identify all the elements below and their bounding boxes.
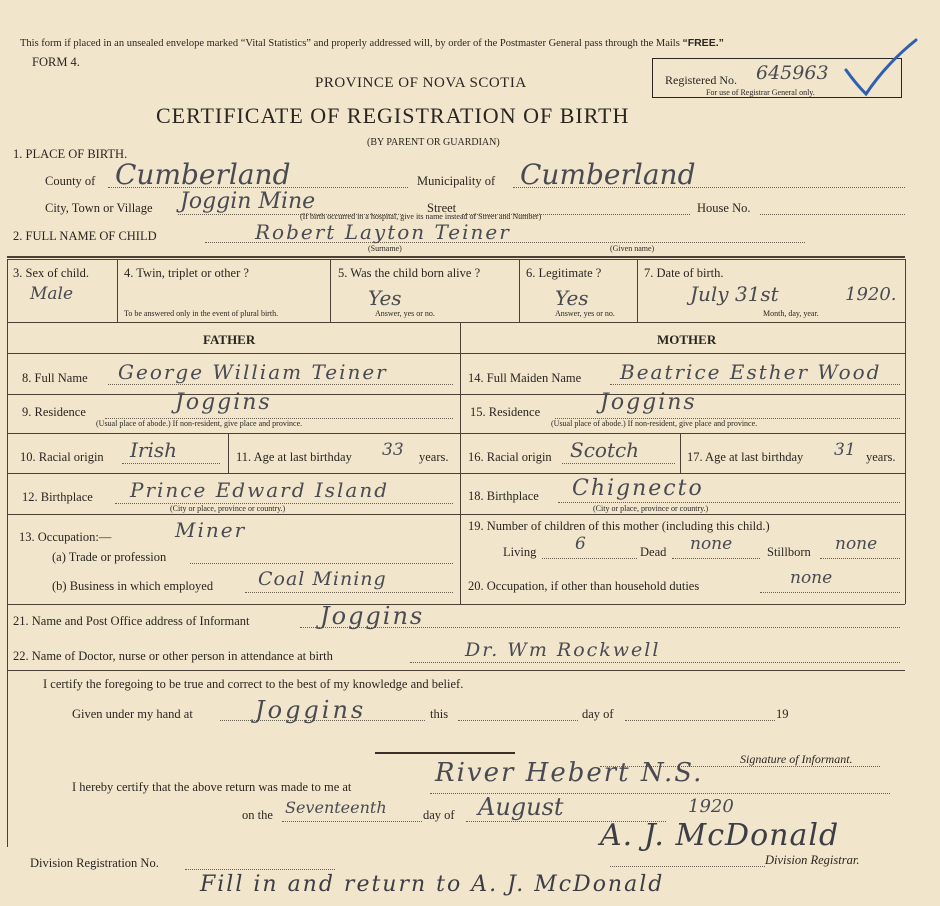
mother-occupation-value: none bbox=[790, 568, 833, 588]
birth-date-note: Month, day, year. bbox=[763, 309, 819, 318]
mother-years-label: years. bbox=[866, 450, 896, 464]
given-dayof-label: day of bbox=[582, 707, 614, 721]
form-number: FORM 4. bbox=[32, 55, 80, 69]
doctor-label: 22. Name of Doctor, nurse or other person in attendance at birth bbox=[13, 649, 333, 663]
dead-value: none bbox=[690, 534, 733, 554]
doctor-value: Dr. Wm Rockwell bbox=[465, 639, 661, 661]
certificate-subtitle: (BY PARENT OR GUARDIAN) bbox=[367, 137, 500, 148]
mother-birthplace-note: (City or place, province or country.) bbox=[593, 504, 709, 513]
father-birthplace-label: 12. Birthplace bbox=[22, 490, 93, 504]
father-birthplace-value: Prince Edward Island bbox=[130, 478, 390, 502]
legit-label: 6. Legitimate ? bbox=[526, 266, 602, 280]
mother-birthplace-label: 18. Birthplace bbox=[468, 489, 539, 503]
legit-note: Answer, yes or no. bbox=[555, 309, 615, 318]
municipality-label: Municipality of bbox=[417, 174, 496, 188]
on-the-year-value: 1920 bbox=[688, 796, 734, 817]
mother-name-value: Beatrice Esther Wood bbox=[620, 360, 882, 384]
sex-label: 3. Sex of child. bbox=[13, 266, 90, 280]
registered-number: 645963 bbox=[756, 62, 829, 84]
mother-racial-label: 16. Racial origin bbox=[468, 450, 552, 464]
stillborn-label: Stillborn bbox=[767, 545, 811, 559]
birth-date-year: 1920. bbox=[845, 284, 897, 305]
mother-residence-note: (Usual place of abode.) If non-resident, give place and province. bbox=[551, 419, 758, 428]
city-label: City, Town or Village bbox=[45, 201, 153, 215]
mother-racial-value: Scotch bbox=[570, 438, 640, 462]
father-occupation-value: Miner bbox=[175, 518, 247, 542]
informant-value: Joggins bbox=[320, 602, 425, 630]
father-age-label: 11. Age at last birthday bbox=[236, 450, 352, 464]
alive-note: Answer, yes or no. bbox=[375, 309, 435, 318]
postal-notice-free: “FREE.” bbox=[682, 37, 724, 49]
father-name-label: 8. Full Name bbox=[22, 371, 88, 385]
mother-name-label: 14. Full Maiden Name bbox=[468, 371, 582, 385]
house-label: House No. bbox=[697, 201, 751, 215]
county-label: County of bbox=[45, 174, 96, 188]
postal-notice bbox=[20, 37, 724, 49]
surname-note: (Surname) bbox=[368, 244, 402, 253]
trade-label: (a) Trade or profession bbox=[52, 550, 167, 564]
mother-birthplace-value: Chignecto bbox=[572, 476, 704, 501]
on-the-label: on the bbox=[242, 808, 273, 822]
alive-label: 5. Was the child born alive ? bbox=[338, 266, 481, 280]
business-label: (b) Business in which employed bbox=[52, 579, 214, 593]
on-the-dayof-label: day of bbox=[423, 808, 455, 822]
alive-value: Yes bbox=[368, 286, 402, 310]
hospital-note: (If birth occurred in a hospital, give its name instead of Street and Number) bbox=[300, 212, 542, 221]
certificate-title: CERTIFICATE OF REGISTRATION OF BIRTH bbox=[156, 103, 630, 128]
on-the-month-value: August bbox=[478, 793, 564, 821]
mother-residence-label: 15. Residence bbox=[470, 405, 541, 419]
registered-note: For use of Registrar General only. bbox=[706, 88, 815, 97]
father-residence-value: Joggins bbox=[175, 390, 272, 415]
living-label: Living bbox=[503, 545, 537, 559]
twin-label: 4. Twin, triplet or other ? bbox=[124, 266, 249, 280]
sex-value: Male bbox=[30, 284, 74, 304]
division-reg-no-label: Division Registration No. bbox=[30, 856, 159, 870]
business-value: Coal Mining bbox=[258, 568, 387, 590]
stillborn-value: none bbox=[835, 534, 878, 554]
father-years-label: years. bbox=[419, 450, 449, 464]
certify-statement: I certify the foregoing to be true and correct to the best of my knowledge and belief. bbox=[43, 677, 464, 691]
county-value: Cumberland bbox=[115, 158, 291, 191]
father-header: FATHER bbox=[203, 332, 256, 347]
hereby-label: I hereby certify that the above return was made to me at bbox=[72, 780, 352, 794]
child-name-label: 2. FULL NAME OF CHILD bbox=[13, 229, 157, 243]
province-heading: PROVINCE OF NOVA SCOTIA bbox=[315, 75, 527, 91]
father-racial-value: Irish bbox=[130, 438, 178, 462]
mother-residence-value: Joggins bbox=[600, 390, 697, 415]
mother-header: MOTHER bbox=[657, 332, 717, 347]
children-label: 19. Number of children of this mother (including this child.) bbox=[468, 519, 770, 533]
father-residence-note: (Usual place of abode.) If non-resident, give place and province. bbox=[96, 419, 303, 428]
given-name-note: (Given name) bbox=[610, 244, 655, 253]
registrar-signature: A. J. McDonald bbox=[600, 818, 840, 853]
given-under-label: Given under my hand at bbox=[72, 707, 193, 721]
father-occupation-label: 13. Occupation:— bbox=[19, 530, 112, 544]
on-the-day-value: Seventeenth bbox=[285, 798, 387, 817]
twin-note: To be answered only in the event of plural birth. bbox=[124, 309, 279, 318]
father-age-value: 33 bbox=[382, 440, 404, 460]
mother-age-label: 17. Age at last birthday bbox=[687, 450, 804, 464]
informant-signature-label: Signature of Informant. bbox=[740, 752, 853, 766]
informant-label: 21. Name and Post Office address of Informant bbox=[13, 614, 250, 628]
footer-handwritten-note: Fill in and return to A. J. McDonald bbox=[200, 872, 665, 897]
father-birthplace-note: (City or place, province or country.) bbox=[170, 504, 286, 513]
father-name-value: George William Teiner bbox=[118, 360, 388, 384]
municipality-value: Cumberland bbox=[520, 158, 696, 191]
city-value: Joggin Mine bbox=[180, 189, 316, 214]
given-year-label: 19 bbox=[776, 707, 789, 721]
child-name-value: Robert Layton Teiner bbox=[255, 220, 511, 244]
father-racial-label: 10. Racial origin bbox=[20, 450, 104, 464]
father-residence-label: 9. Residence bbox=[22, 405, 86, 419]
given-this-label: this bbox=[430, 707, 449, 721]
registered-label: Registered No. bbox=[665, 73, 737, 87]
given-place-value: Joggins bbox=[255, 696, 367, 724]
birth-date-label: 7. Date of birth. bbox=[644, 266, 724, 280]
legit-value: Yes bbox=[555, 286, 589, 310]
living-value: 6 bbox=[575, 534, 586, 554]
mother-occupation-label: 20. Occupation, if other than household duties bbox=[468, 579, 700, 593]
dead-label: Dead bbox=[640, 545, 667, 559]
division-registrar-label: Division Registrar. bbox=[765, 853, 860, 867]
postal-notice-text: This form if placed in an unsealed envelope marked “Vital Statistics” and properly addressed will, by order of the Postmaster General pass through the Mails bbox=[20, 38, 680, 49]
birth-date-month-day: July 31st bbox=[690, 282, 779, 306]
street-label: Street bbox=[427, 201, 457, 215]
checkmark-icon bbox=[842, 34, 922, 100]
mother-age-value: 31 bbox=[834, 440, 856, 460]
place-of-birth-label: 1. PLACE OF BIRTH. bbox=[13, 147, 128, 161]
hereby-place-value: River Hebert N.S. bbox=[435, 758, 704, 788]
